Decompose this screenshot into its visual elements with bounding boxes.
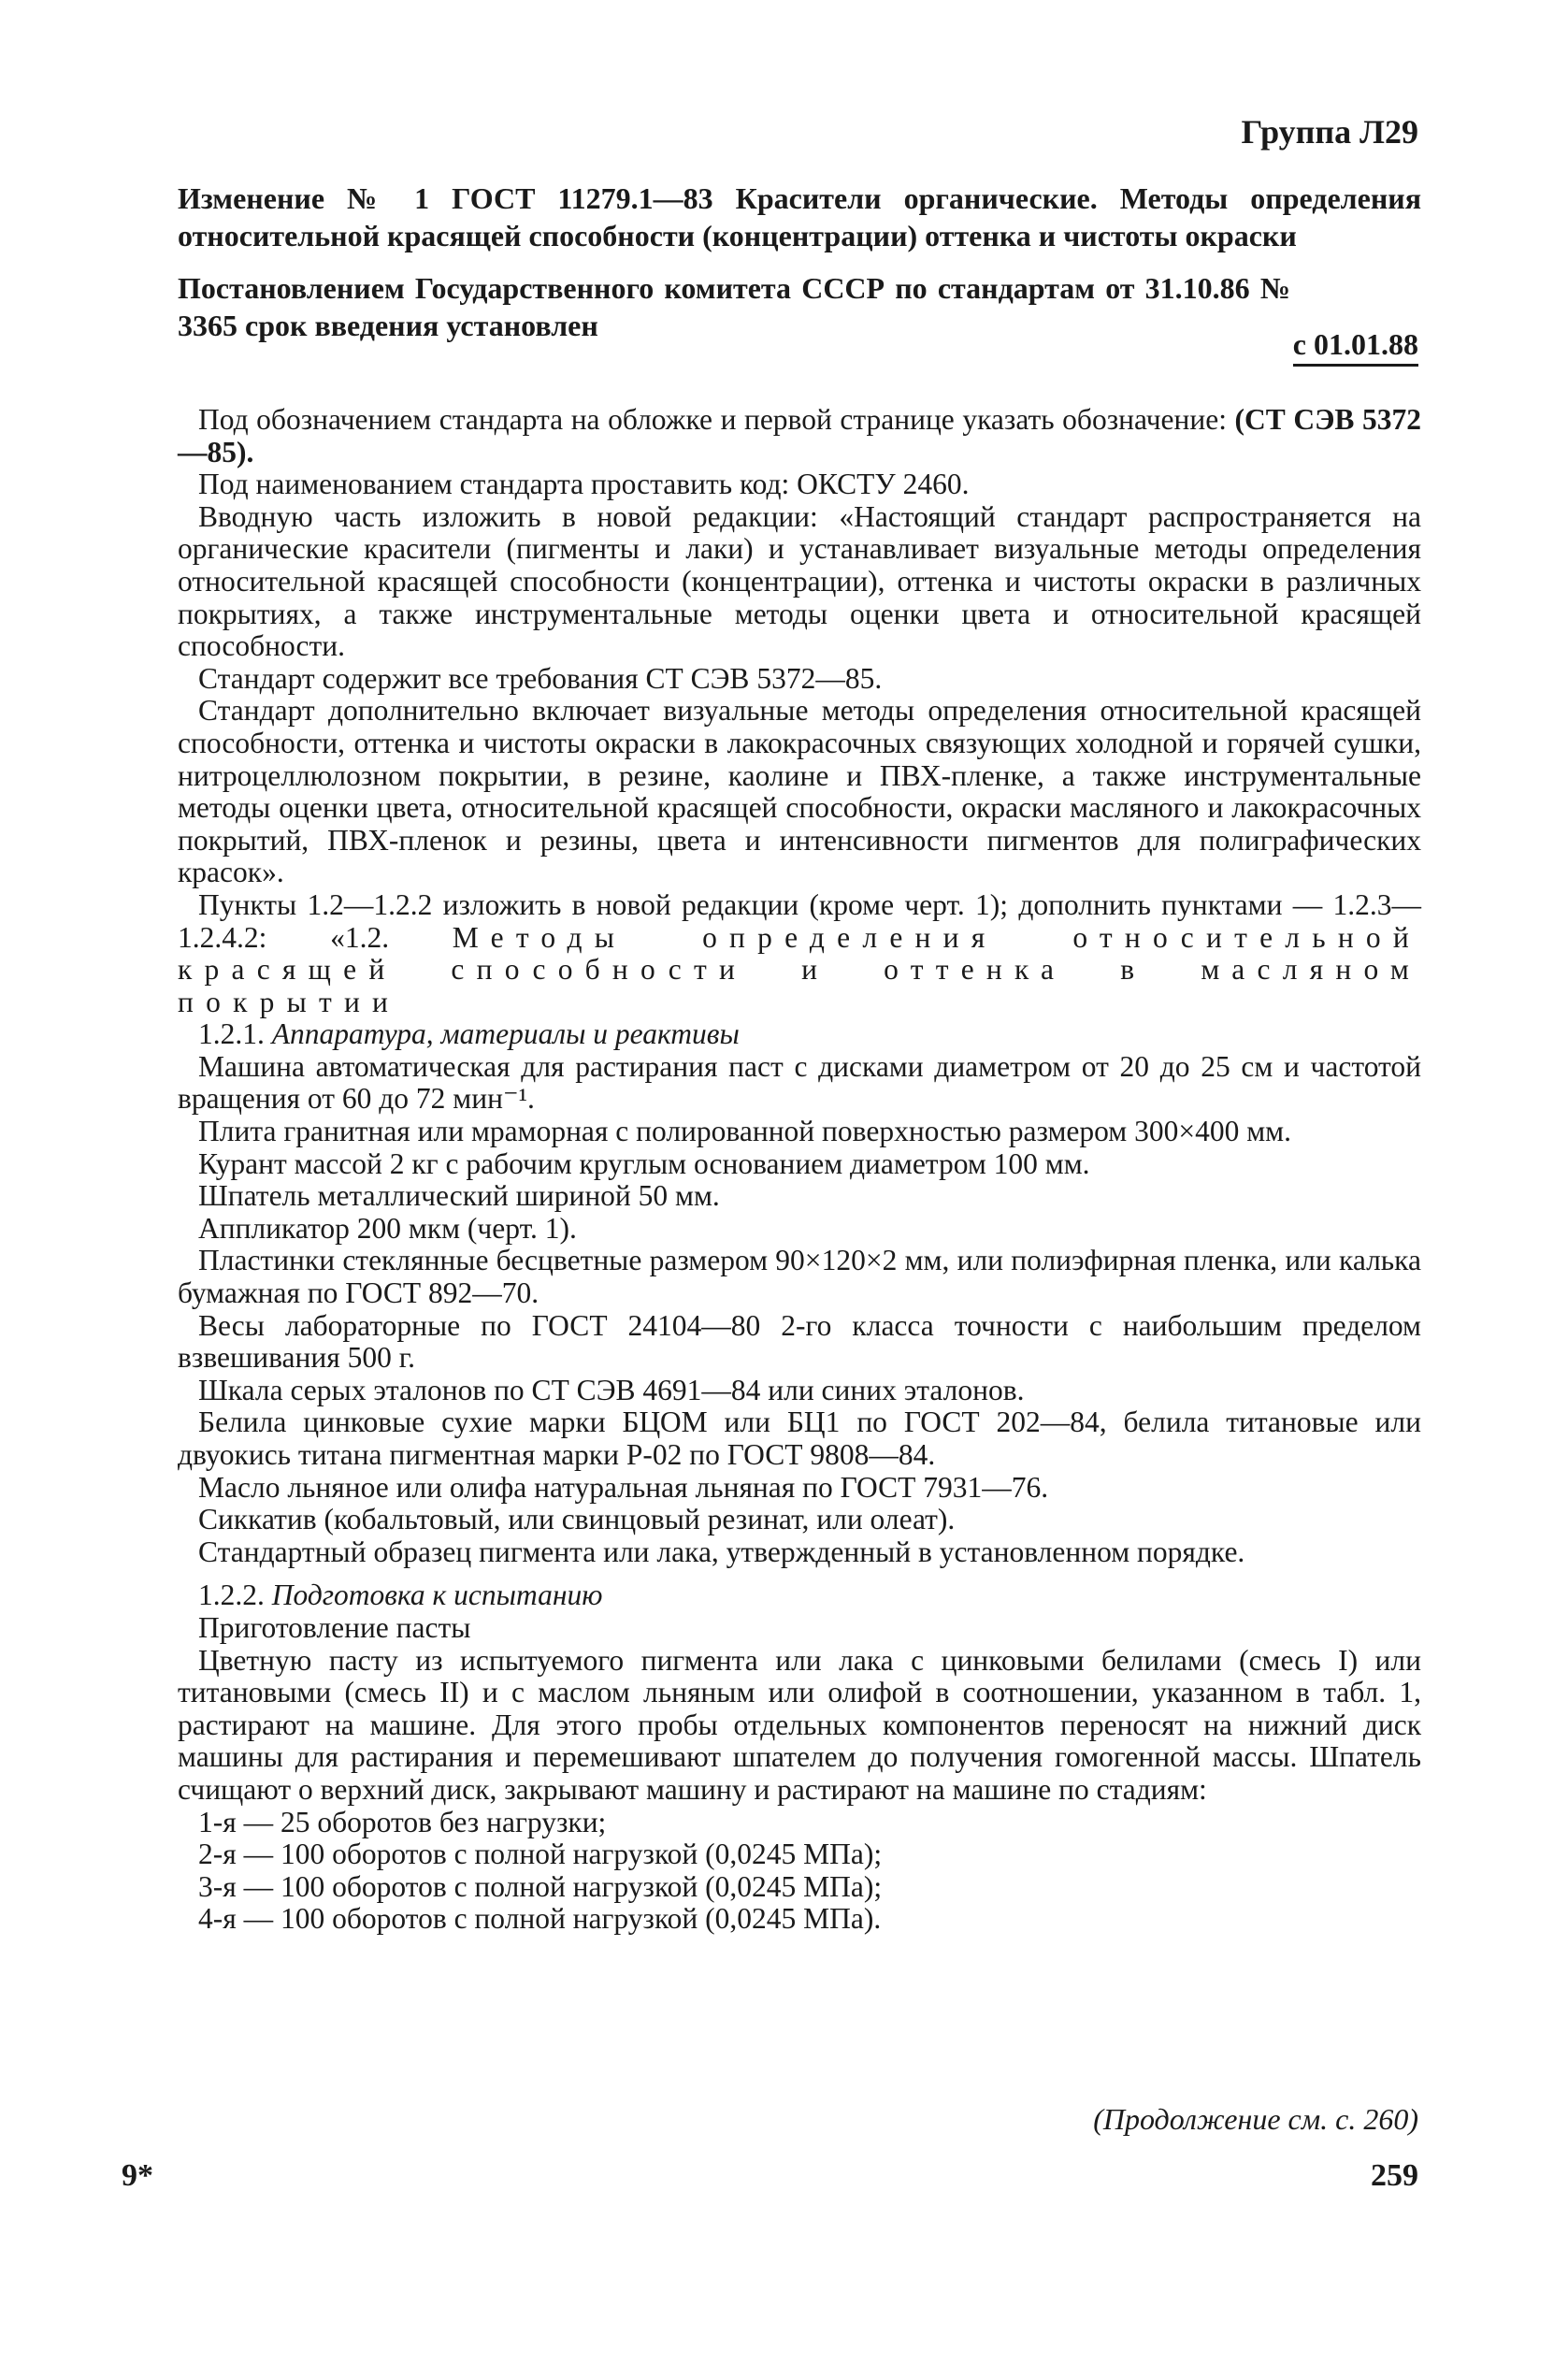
list-item: 4-я — 100 оборотов с полной нагрузкой (0,0245 МПа). — [198, 1902, 882, 1936]
paragraph: Плита гранитная или мраморная с полированной поверхностью размером 300×400 мм. — [198, 1115, 1291, 1148]
paragraph: Курант массой 2 кг с рабочим круглым основанием диаметром 100 мм. — [198, 1146, 1090, 1180]
section-number: 1.2.2. — [198, 1578, 272, 1612]
decree-text: Постановлением Государственного комитета СССР по стандартам от 31.10.86 № 3365 срок введения установлен — [178, 271, 1290, 342]
paragraph: Цветную пасту из испытуемого пигмента или лака с цинковыми белилами (смесь I) или титановыми (смесь II) и с маслом льняным или олифой в соотношении, указанном в табл. 1, растирают на машине. Для этого пробы отдельных компонентов переносят на нижний диск машины для растирания и перемешивают шпателем до получения гомогенной массы. Шпатель счищают о верхний диск, закрывают машину и растирают на машине по стадиям: — [178, 1643, 1421, 1806]
paragraph: Весы лабораторные по ГОСТ 24104—80 2-го класса точности с наибольшим пределом взвешивания 500 г. — [178, 1308, 1421, 1375]
paragraph-text: Пункты 1.2—1.2.2 изложить в новой редакции (кроме черт. 1); дополнить пунктами — 1.2.3—1.2.4.2: «1.2. — [178, 887, 1421, 954]
paragraph: Приготовление пасты — [198, 1610, 471, 1644]
section-number: 1.2.1. — [198, 1017, 272, 1051]
page-number: 259 — [1371, 2158, 1418, 2193]
document-body — [178, 404, 1421, 1936]
paragraph: Аппликатор 200 мкм (черт. 1). — [198, 1211, 577, 1245]
group-code: Группа Л29 — [1241, 113, 1418, 151]
paragraph-text: Под обозначением стандарта на обложке и первой странице указать обозначение: — [198, 403, 1235, 436]
paragraph: Стандарт дополнительно включает визуальные методы определения относительной красящей способности, оттенка и чистоты окраски в лакокрасочных связующих холодной и горячей сушки, нитроцеллюлозном покрытии, в резине, каолине и ПВХ-пленке, а также инструментальные методы оценки цвета, относительной красящей способности, окраски масляного и лакокрасочных покрытий, ПВХ-пленок и резины, цвета и интенсивности пигментов для полиграфических красок». — [178, 694, 1421, 889]
list-item: 3-я — 100 оборотов с полной нагрузкой (0,0245 МПа); — [198, 1869, 883, 1903]
paragraph: Вводную часть изложить в новой редакции: «Настоящий стандарт распространяется на органические красители (пигменты и лаки) и устанавливает визуальные методы определения относительной красящей способности (концентрации), оттенка и чистоты окраски в различных покрытиях, а также инструментальные методы оценки цвета и относительной красящей способности. — [178, 499, 1421, 663]
section-heading — [178, 1018, 1421, 1051]
paragraph: Шпатель металлический шириной 50 мм. — [198, 1179, 720, 1213]
paragraph: Шкала серых эталонов по СТ СЭВ 4691—84 или синих эталонов. — [198, 1373, 1025, 1406]
paragraph: Под наименованием стандарта проставить код: ОКСТУ 2460. — [198, 468, 970, 501]
paragraph: Стандарт содержит все требования СТ СЭВ 5372—85. — [198, 661, 883, 695]
continuation-note: (Продолжение см. с. 260) — [1093, 2102, 1418, 2136]
list-item: 2-я — 100 оборотов с полной нагрузкой (0,0245 МПа); — [198, 1838, 883, 1871]
paragraph — [178, 889, 1421, 1018]
paragraph: Машина автоматическая для растирания паст с дисками диаметром от 20 до 25 см и частотой вращения от 60 до 72 мин⁻¹. — [178, 1049, 1421, 1116]
effective-date: с 01.01.88 — [1293, 327, 1418, 367]
section-title: Аппаратура, материалы и реактивы — [271, 1017, 740, 1051]
list-item: 1-я — 25 оборотов без нагрузки; — [198, 1805, 607, 1838]
paragraph: Стандартный образец пигмента или лака, утвержденный в установленном порядке. — [198, 1535, 1245, 1568]
paragraph: Сиккатив (кобальтовый, или свинцовый резинат, или олеат). — [198, 1503, 956, 1536]
paragraph: Белила цинковые сухие марки БЦОМ или БЦ1 по ГОСТ 202—84, белила титановые или двуокись титана пигментная марки Р-02 по ГОСТ 9808—84. — [178, 1405, 1421, 1471]
standard-reference: (СТ СЭВ 5372—85). — [178, 403, 1421, 468]
section-title: Подготовка к испытанию — [271, 1578, 603, 1612]
paragraph: Масло льняное или олифа натуральная льняная по ГОСТ 7931—76. — [198, 1470, 1049, 1504]
section-heading-spaced: Методы определения относительной красящей способности и оттенка в масляном покрытии — [178, 920, 1421, 1018]
signature-mark: 9* — [122, 2158, 153, 2193]
paragraph — [178, 404, 1421, 468]
amendment-title: Изменение № 1 ГОСТ 11279.1—83 Красители органические. Методы определения относительной красящей способности (концентрации) оттенка и чистоты окраски — [178, 181, 1421, 252]
section-heading — [178, 1579, 1421, 1612]
paragraph: Пластинки стеклянные бесцветные размером 90×120×2 мм, или полиэфирная пленка, или калька бумажная по ГОСТ 892—70. — [178, 1244, 1421, 1310]
